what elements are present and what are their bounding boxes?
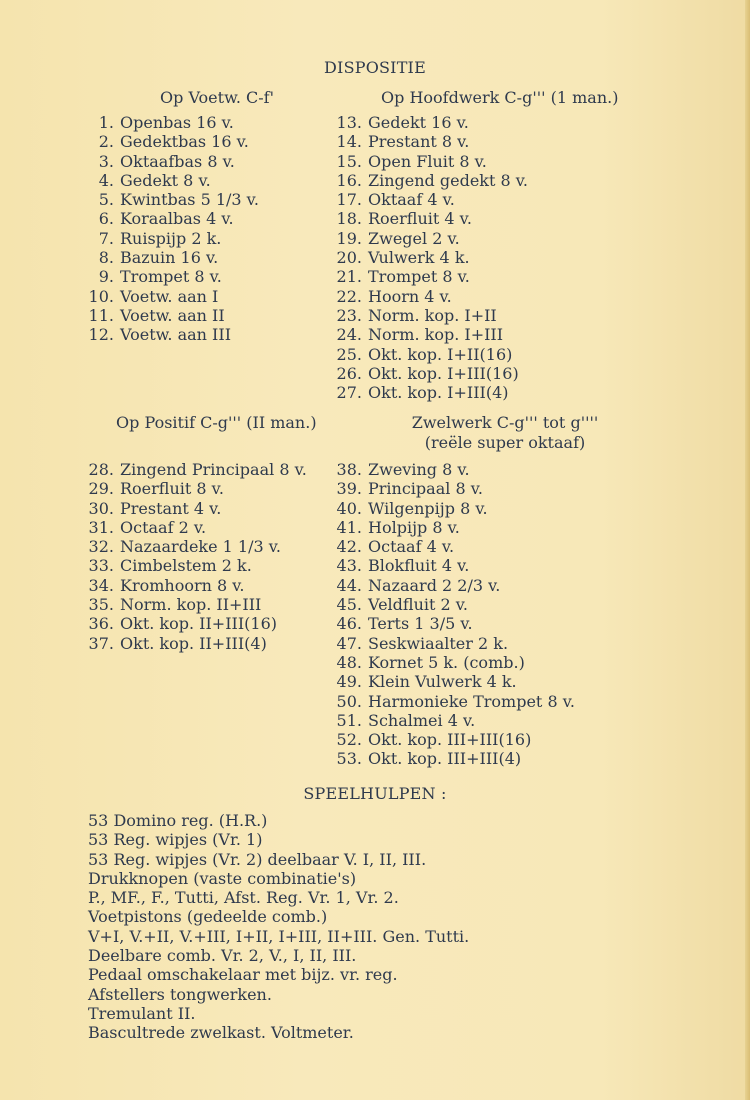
- document-title: DISPOSITIE: [324, 58, 426, 77]
- stop-name: Roerfluit 8 v.: [120, 479, 224, 499]
- stop-item: [84, 595, 307, 614]
- stop-name: Voetw. aan III: [120, 325, 232, 345]
- speelhulp-item: V+I, V.+II, V.+III, I+II, I+III, II+III. Gen. Tutti.: [88, 926, 470, 946]
- speelhulp-item: Afstellers tongwerken.: [88, 984, 272, 1004]
- stop-name: Zweving 8 v.: [368, 460, 470, 479]
- stop-number: 50.: [336, 691, 362, 711]
- voetwerk-heading: Op Voetw. C-f': [160, 88, 274, 107]
- stop-item: [332, 479, 575, 498]
- stop-item: [332, 518, 575, 537]
- stop-item: [332, 730, 575, 749]
- stop-number: 30.: [88, 498, 114, 518]
- stop-item: [84, 460, 307, 479]
- stop-item: [84, 306, 259, 325]
- stop-item: [332, 152, 528, 171]
- stop-item: [84, 556, 307, 575]
- zwelwerk-heading-block: [380, 413, 630, 452]
- stop-item: [332, 306, 528, 325]
- stop-name: Openbas 16 v.: [120, 113, 234, 132]
- stop-number: 22.: [336, 286, 362, 306]
- stop-number: 18.: [336, 209, 362, 229]
- stop-item: [332, 556, 575, 575]
- speelhulp-item: 53 Reg. wipjes (Vr. 1): [88, 830, 263, 850]
- zwelwerk-stop-list: [332, 460, 575, 769]
- stop-item: [332, 113, 528, 132]
- stop-number: 12.: [88, 325, 114, 345]
- stop-item: [332, 692, 575, 711]
- zwelwerk-heading: Zwelwerk C-g''' tot g'''': [411, 413, 599, 432]
- stop-number: 39.: [336, 479, 362, 499]
- stop-number: 6.: [98, 209, 114, 229]
- stop-number: 31.: [88, 517, 114, 537]
- stop-name: Trompet 8 v.: [120, 267, 222, 287]
- stop-name: Norm. kop. I+II: [368, 305, 497, 325]
- stop-number: 49.: [336, 672, 362, 692]
- stop-name: Zwegel 2 v.: [368, 228, 460, 248]
- stop-name: Voetw. aan II: [120, 305, 225, 325]
- stop-name: Kromhoorn 8 v.: [120, 575, 245, 595]
- stop-number: 15.: [336, 151, 362, 171]
- stop-item: [332, 248, 528, 267]
- stop-number: 43.: [336, 556, 362, 576]
- stop-name: Norm. kop. I+III: [368, 325, 504, 345]
- stop-name: Prestant 8 v.: [368, 132, 470, 152]
- voetwerk-stop-list: [84, 113, 259, 345]
- stop-number: 35.: [88, 595, 114, 615]
- speelhulp-item: Deelbare comb. Vr. 2, V., I, II, III.: [88, 946, 357, 966]
- speelhulp-item: Voetpistons (gedeelde comb.): [88, 907, 328, 927]
- stop-number: 51.: [336, 710, 362, 730]
- stop-item: [332, 672, 575, 691]
- stop-number: 17.: [336, 190, 362, 210]
- zwelwerk-subheading: (reële super oktaaf): [424, 433, 586, 452]
- stop-name: Octaaf 2 v.: [120, 517, 207, 537]
- stop-number: 44.: [336, 575, 362, 595]
- stop-item: [332, 364, 528, 383]
- stop-number: 52.: [336, 730, 362, 750]
- stop-name: Okt. kop. III+III(16): [368, 730, 532, 750]
- positif-heading: Op Positif C-g''' (II man.): [116, 413, 317, 432]
- stop-number: 53.: [336, 749, 362, 769]
- stop-item: [84, 537, 307, 556]
- stop-name: Voetw. aan I: [120, 286, 219, 306]
- stop-number: 27.: [336, 383, 362, 403]
- stop-item: [84, 499, 307, 518]
- stop-item: [332, 576, 575, 595]
- stop-number: 29.: [88, 479, 114, 499]
- stop-number: 20.: [336, 248, 362, 268]
- stop-item: [84, 518, 307, 537]
- stop-number: 8.: [98, 248, 114, 268]
- stop-item: [332, 499, 575, 518]
- stop-item: [84, 634, 307, 653]
- stop-number: 19.: [336, 228, 362, 248]
- stop-number: 16.: [336, 170, 362, 190]
- stop-name: Schalmei 4 v.: [368, 710, 476, 730]
- stop-item: [332, 653, 575, 672]
- stop-name: Seskwiaalter 2 k.: [368, 633, 509, 653]
- stop-number: 11.: [88, 305, 114, 325]
- stop-item: [84, 325, 259, 344]
- stop-name: Okt. kop. III+III(4): [368, 749, 522, 769]
- stop-name: Gedekt 16 v.: [368, 113, 469, 132]
- stop-item: [84, 614, 307, 633]
- stop-number: 36.: [88, 614, 114, 634]
- stop-name: Okt. kop. II+III(4): [120, 633, 267, 653]
- stop-name: Holpijp 8 v.: [368, 517, 460, 537]
- stop-number: 38.: [336, 460, 362, 479]
- stop-number: 42.: [336, 537, 362, 557]
- speelhulp-item: Tremulant II.: [88, 1003, 196, 1023]
- stop-item: [84, 267, 259, 286]
- stop-name: Okt. kop. I+III(4): [368, 383, 509, 403]
- stop-item: [84, 248, 259, 267]
- stop-item: [332, 537, 575, 556]
- stop-name: Wilgenpijp 8 v.: [368, 498, 488, 518]
- speelhulp-item: P., MF., F., Tutti, Afst. Reg. Vr. 1, Vr. 2.: [88, 888, 399, 908]
- stop-item: [332, 634, 575, 653]
- stop-number: 21.: [336, 267, 362, 287]
- stop-item: [332, 749, 575, 768]
- stop-number: 2.: [98, 132, 114, 152]
- stop-item: [332, 267, 528, 286]
- stop-number: 37.: [88, 633, 114, 653]
- stop-name: Bazuin 16 v.: [120, 248, 219, 268]
- stop-name: Terts 1 3/5 v.: [368, 614, 473, 634]
- stop-name: Klein Vulwerk 4 k.: [368, 672, 517, 692]
- stop-name: Ruispijp 2 k.: [120, 228, 222, 248]
- stop-number: 45.: [336, 595, 362, 615]
- stop-name: Okt. kop. I+III(16): [368, 363, 519, 383]
- stop-item: [332, 325, 528, 344]
- stop-name: Koraalbas 4 v.: [120, 209, 234, 229]
- stop-item: [84, 113, 259, 132]
- stop-name: Trompet 8 v.: [368, 267, 470, 287]
- page-edge: [745, 0, 750, 1100]
- stop-name: Vulwerk 4 k.: [368, 248, 470, 268]
- stop-number: 13.: [336, 113, 362, 132]
- stop-name: Principaal 8 v.: [368, 479, 483, 499]
- stop-item: [332, 132, 528, 151]
- speelhulp-item: Bascultrede zwelkast. Voltmeter.: [88, 1023, 354, 1043]
- speelhulp-item: 53 Reg. wipjes (Vr. 2) deelbaar V. I, II, III.: [88, 849, 427, 869]
- stop-name: Oktaaf 4 v.: [368, 190, 455, 210]
- stop-item: [332, 190, 528, 209]
- speelhulp-item: Drukknopen (vaste combinatie's): [88, 868, 357, 888]
- hoofdwerk-stop-list: [332, 113, 528, 402]
- stop-item: [332, 287, 528, 306]
- stop-number: 28.: [88, 460, 114, 479]
- stop-number: 9.: [98, 267, 114, 287]
- stop-item: [332, 345, 528, 364]
- stop-name: Prestant 4 v.: [120, 498, 222, 518]
- stop-name: Zingend gedekt 8 v.: [368, 170, 529, 190]
- positif-stop-list: [84, 460, 307, 653]
- stop-number: 4.: [98, 170, 114, 190]
- stop-name: Zingend Principaal 8 v.: [120, 460, 307, 479]
- stop-name: Veldfluit 2 v.: [368, 595, 469, 615]
- stop-name: Nazaardeke 1 1/3 v.: [120, 537, 281, 557]
- stop-name: Open Fluit 8 v.: [368, 151, 487, 171]
- stop-name: Hoorn 4 v.: [368, 286, 452, 306]
- stop-name: Kwintbas 5 1/3 v.: [120, 190, 259, 210]
- stop-name: Blokfluit 4 v.: [368, 556, 470, 576]
- stop-number: 10.: [88, 286, 114, 306]
- stop-name: Norm. kop. II+III: [120, 595, 262, 615]
- stop-name: Okt. kop. II+III(16): [120, 614, 278, 634]
- stop-number: 23.: [336, 305, 362, 325]
- stop-name: Octaaf 4 v.: [368, 537, 455, 557]
- stop-number: 14.: [336, 132, 362, 152]
- stop-name: Gedekt 8 v.: [120, 170, 211, 190]
- speelhulpen-list: [88, 811, 469, 1043]
- stop-item: [332, 383, 528, 402]
- stop-number: 32.: [88, 537, 114, 557]
- stop-item: [84, 132, 259, 151]
- stop-item: [84, 229, 259, 248]
- stop-number: 47.: [336, 633, 362, 653]
- stop-number: 24.: [336, 325, 362, 345]
- stop-number: 26.: [336, 363, 362, 383]
- stop-number: 7.: [98, 228, 114, 248]
- stop-name: Harmonieke Trompet 8 v.: [368, 691, 575, 711]
- stop-number: 48.: [336, 652, 362, 672]
- stop-name: Gedektbas 16 v.: [120, 132, 249, 152]
- stop-number: 5.: [98, 190, 114, 210]
- hoofdwerk-heading: Op Hoofdwerk C-g''' (1 man.): [381, 88, 619, 107]
- stop-number: 25.: [336, 344, 362, 364]
- stop-item: [332, 229, 528, 248]
- stop-name: Roerfluit 4 v.: [368, 209, 472, 229]
- stop-number: 41.: [336, 517, 362, 537]
- stop-item: [84, 171, 259, 190]
- stop-item: [332, 460, 575, 479]
- stop-number: 1.: [98, 113, 114, 132]
- stop-number: 3.: [98, 151, 114, 171]
- stop-name: Nazaard 2 2/3 v.: [368, 575, 501, 595]
- stop-item: [84, 190, 259, 209]
- stop-item: [84, 209, 259, 228]
- speelhulp-item: 53 Domino reg. (H.R.): [88, 811, 268, 830]
- stop-name: Cimbelstem 2 k.: [120, 556, 252, 576]
- stop-number: 40.: [336, 498, 362, 518]
- stop-item: [84, 576, 307, 595]
- speelhulpen-heading: SPEELHULPEN :: [303, 784, 447, 803]
- stop-name: Oktaafbas 8 v.: [120, 151, 235, 171]
- stop-name: Okt. kop. I+II(16): [368, 344, 513, 364]
- stop-item: [332, 711, 575, 730]
- stop-item: [84, 287, 259, 306]
- speelhulp-item: Pedaal omschakelaar met bijz. vr. reg.: [88, 965, 398, 985]
- stop-number: 33.: [88, 556, 114, 576]
- stop-item: [84, 152, 259, 171]
- stop-item: [332, 209, 528, 228]
- stop-number: 34.: [88, 575, 114, 595]
- stop-number: 46.: [336, 614, 362, 634]
- stop-name: Kornet 5 k. (comb.): [368, 652, 525, 672]
- stop-item: [332, 171, 528, 190]
- stop-item: [84, 479, 307, 498]
- stop-item: [332, 595, 575, 614]
- stop-item: [332, 614, 575, 633]
